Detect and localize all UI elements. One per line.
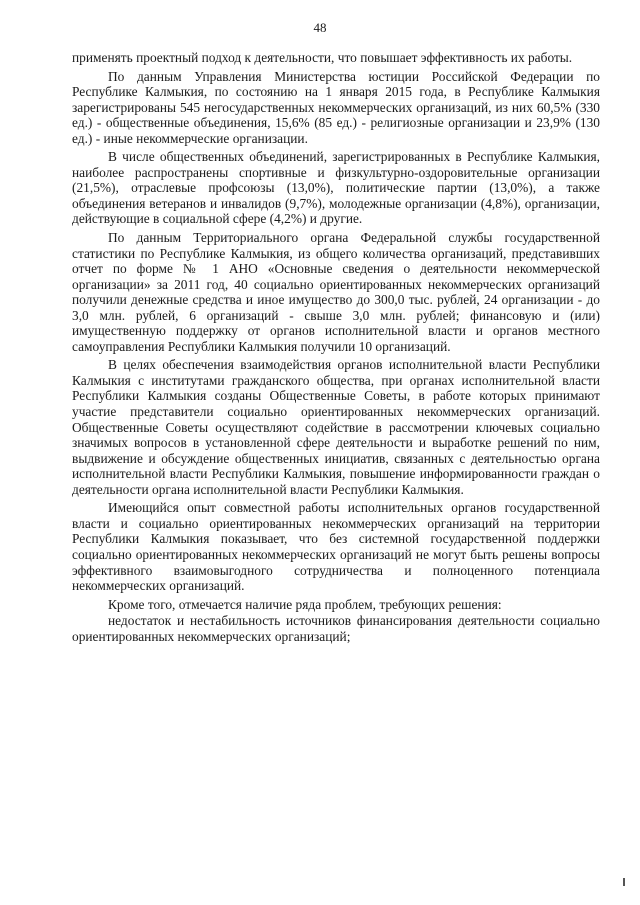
paragraph-continuation: применять проектный подход к деятельности, что повышает эффективность их работы. <box>72 50 573 65</box>
paragraph-experience: Имеющийся опыт совместной работы исполнительных органов государственной власти и социально ориентированных некоммерческих организаций на территории Республики Калмыкия показывает, что без системной государственной поддержки социально ориентированных некоммерческих организаций не могут быть решены вопросы эффективного взаимовыгодного сотрудничества и полноценного потенциала некоммерческих организаций. <box>72 500 600 594</box>
paragraph-public-associations: В числе общественных объединений, зарегистрированных в Республике Калмыкия, наиболее распространены спортивные и физкультурно-оздоровительные организации (21,5%), отраслевые профсоюзы (13,0%), политические партии (13,0%), а также объединения ветеранов и инвалидов (9,7%), молодежные организации (4,8%), организации, действующие в социальной сфере (4,2%) и другие. <box>72 149 600 227</box>
paragraph-statistics: По данным Территориального органа Федеральной службы государственной статистики по Республике Калмыкия, из общего количества организаций, представивших отчет по форме № 1 АНО «Основные сведения о деятельности некоммерческой организации» за 2011 год, 40 социально ориентированных некоммерческих организаций получили денежные средства и иное имущество до 300,0 тыс. рублей, 24 организации - до 3,0 млн. рублей, 6 организаций - свыше 3,0 млн. рублей; финансовую и (или) имущественную поддержку от органов исполнительной власти и органов местного самоуправления Республики Калмыкия получили 10 организаций. <box>72 230 600 354</box>
document-body <box>72 50 600 647</box>
margin-mark <box>623 878 625 886</box>
paragraph-registered-organizations: По данным Управления Министерства юстиции Российской Федерации по Республике Калмыкия, по состоянию на 1 января 2015 года, в Республике Калмыкия зарегистрированы 545 негосударственных некоммерческих организаций, из них 60,5% (330 ед.) - общественные объединения, 15,6% (85 ед.) - религиозные организации и 23,9% (130 ед.) - иные некоммерческие организации. <box>72 68 600 146</box>
page-number: 48 <box>313 20 327 35</box>
paragraph-public-councils: В целях обеспечения взаимодействия органов исполнительной власти Республики Калмыкия с институтами гражданского общества, при органах исполнительной власти Республики Калмыкия созданы Общественные Советы, в работе которых принимают участие представители социально ориентированных некоммерческих организаций. Общественные Советы осуществляют содействие в рассмотрении ключевых социально значимых вопросов в установленной сфере деятельности и выработке решений по ним, выдвижение и обсуждение общественных инициатив, связанных с деятельностью органа исполнительной власти Республики Калмыкия, повышение информированности граждан о деятельности органа исполнительной власти Республики Калмыкия. <box>72 357 600 497</box>
paragraph-problem-item: недостаток и нестабильность источников финансирования деятельности социально ориентированных некоммерческих организаций; <box>72 613 600 644</box>
paragraph-problems-intro: Кроме того, отмечается наличие ряда проблем, требующих решения: <box>108 596 502 612</box>
